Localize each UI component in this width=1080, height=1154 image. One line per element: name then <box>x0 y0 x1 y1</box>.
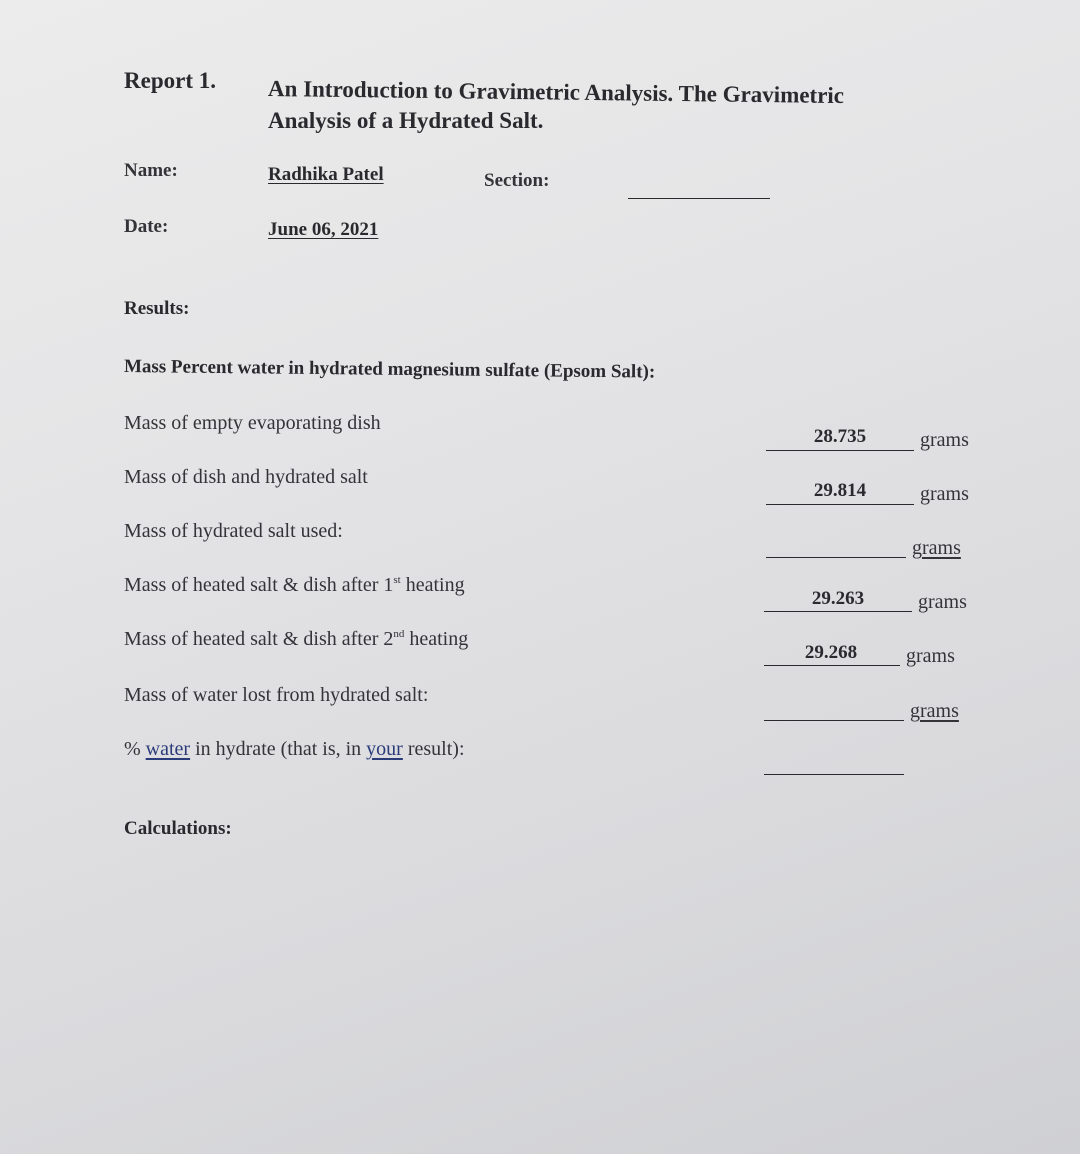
row-value: 28.735 <box>813 426 867 447</box>
report-title-line1: An Introduction to Gravimetric Analysis. The Gravimetric <box>267 76 845 109</box>
row-blank-line <box>766 450 914 451</box>
row-label: Mass of hydrated salt used: <box>124 520 343 542</box>
row-blank-line <box>764 611 912 612</box>
report-title-line2: Analysis of a Hydrated Salt. <box>268 108 544 133</box>
row-label: Mass of water lost from hydrated salt: <box>124 684 429 706</box>
row-blank-line <box>766 557 906 558</box>
row-label: Mass of dish and hydrated salt <box>124 466 368 488</box>
row-blank-line <box>764 720 904 721</box>
row-label: Mass of empty evaporating dish <box>124 412 381 434</box>
row-blank-line <box>766 504 914 505</box>
section-blank-line <box>628 198 770 199</box>
report-label: Report 1. <box>124 68 216 93</box>
calculations-heading: Calculations: <box>124 818 232 839</box>
row-unit: grams <box>910 700 959 722</box>
date-value: June 06, 2021 <box>268 219 379 240</box>
results-subheading: Mass Percent water in hydrated magnesium sulfate (Epsom Salt): <box>123 356 656 383</box>
percent-water-blank-line <box>764 774 904 775</box>
row-unit: grams <box>918 591 967 613</box>
row-unit: grams <box>912 537 961 559</box>
results-heading: Results: <box>124 298 190 319</box>
section-label: Section: <box>484 170 550 191</box>
row-label: Mass of heated salt & dish after 2nd heating <box>124 628 469 650</box>
name-value: Radhika Patel <box>268 164 384 185</box>
row-unit: grams <box>906 645 955 667</box>
row-unit: grams <box>920 483 969 505</box>
date-label: Date: <box>124 216 169 237</box>
row-unit: grams <box>920 429 969 451</box>
name-label: Name: <box>124 160 178 181</box>
row-value: 29.814 <box>813 480 867 501</box>
row-label: Mass of heated salt & dish after 1st heating <box>124 574 465 596</box>
row-blank-line <box>764 665 900 666</box>
percent-water-label: % water in hydrate (that is, in your result): <box>124 738 465 760</box>
row-value: 29.268 <box>804 642 858 663</box>
row-value: 29.263 <box>811 588 865 609</box>
